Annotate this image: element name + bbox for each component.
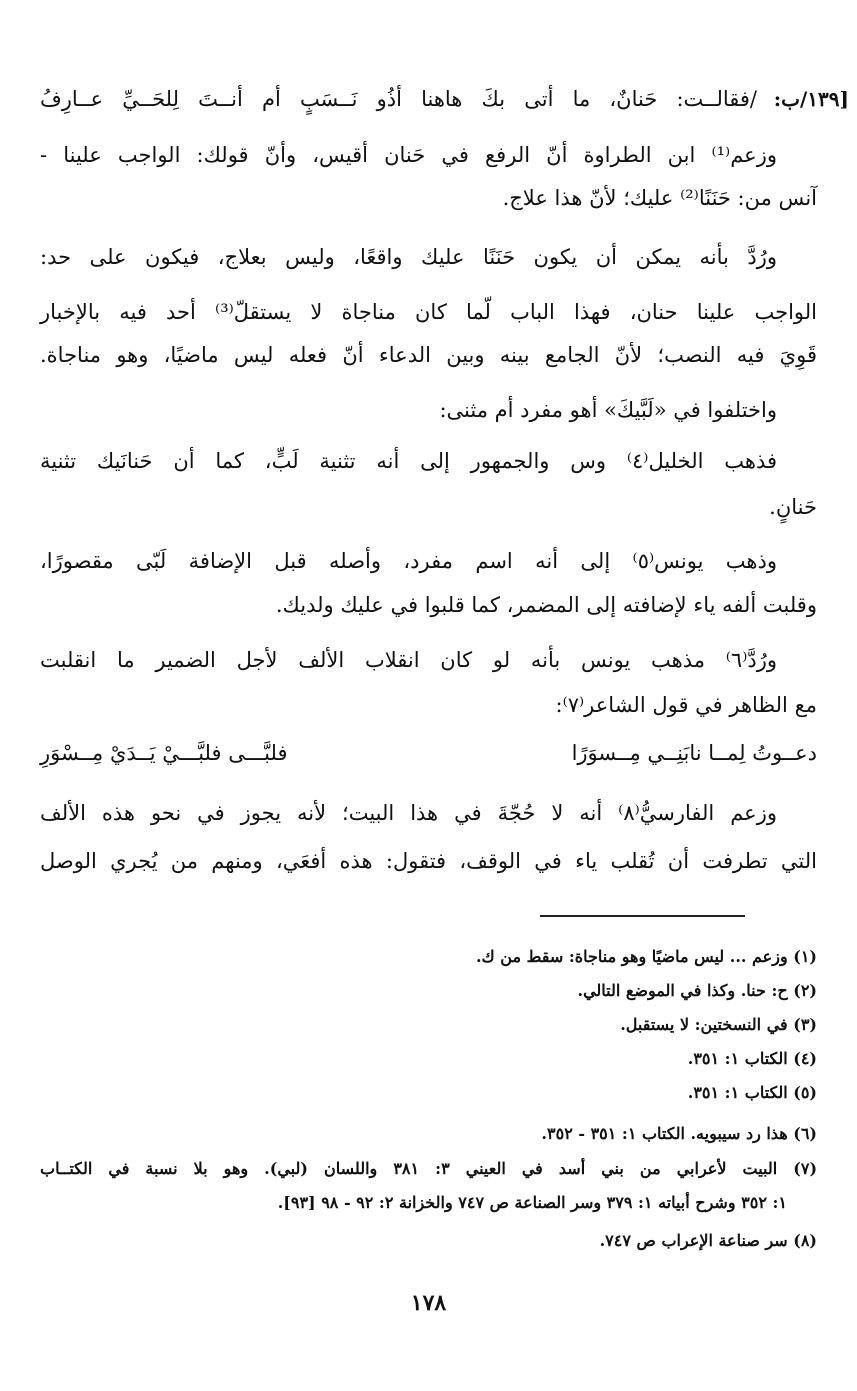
body-line: ورُدَّ⁽٦⁾ مذهب يونس بأنه لو كان انقلاب الألف لأجل الضمير ما انقلبت — [40, 648, 777, 672]
body-line: الواجب علينا حنان، فهذا الباب لّما كان مناجاة لا يستقلّ⁽³⁾ أحد فيه بالإخبار — [40, 300, 818, 324]
body-line: وذهب يونس⁽٥⁾ إلى أنه اسم مفرد، وأصله قبل الإضافة لَبّى مقصورًا، — [40, 549, 777, 573]
folio-marker: :١٣٩/ب] — [773, 87, 849, 111]
body-line: حَنانٍ. — [769, 495, 817, 519]
footnote: (٣) في النسختين: لا يستقبل. — [620, 1015, 817, 1034]
footnote: (٢) ح: حنا. وكذا في الموضع التالي. — [577, 981, 817, 1000]
body-line: مع الظاهر في قول الشاعر⁽٧⁾: — [555, 693, 817, 717]
header-verse-line: /فقالــت: حَنانٌ، ما أتى بكَ هاهنا أذُو نَــسَبٍ أم أنــتَ لِلحَــيِّ عــارِفُ — [40, 87, 757, 111]
body-line: وزعم الفارسيُّ⁽٨⁾ أنه لا حُجّةَ في هذا البيت؛ لأنه يجوز في نحو هذه الألف — [40, 801, 777, 825]
body-line: وقلبت ألفه ياء لإضافته إلى المضمر، كما قلبوا في عليك ولديك. — [275, 593, 817, 617]
body-line: آنس من: حَنَنًا⁽²⁾ عليك؛ لأنّ هذا علاج. — [502, 186, 817, 210]
body-line: التي تطرفت أن تُقلب ياء في الوقف، فتقول: هذه أفعَي، ومنهم من يُجري الوصل — [40, 849, 817, 873]
page-number: ١٧٨ — [410, 1290, 447, 1316]
body-line: واختلفوا في «لَبَّيكَ» أهو مفرد أم مثنى: — [439, 398, 777, 422]
footnote: (٨) سر صناعة الإعراب ص ٧٤٧. — [599, 1231, 817, 1250]
body-line: قَوِيَ فيه النصب؛ لأنّ الجامع بينه وبين الدعاء أنّ فعله ليس ماضيًا، وهو مناجاة. — [40, 343, 817, 367]
verse-hemistich-1: دعــوتُ لِمــا نابَنِــي مِــسوَرًا — [571, 741, 817, 765]
body-line: ورُدَّ بأنه يمكن أن يكون حَنَنًا عليك واقعًا، وليس بعلاج، فيكون على حد: — [40, 245, 777, 269]
footnote-separator — [540, 915, 745, 917]
body-line: فذهب الخليل⁽٤⁾ وس والجمهور إلى أنه تثنية لَبٍّ، كما أن حَنانَيك تثنية — [40, 449, 777, 473]
footnote: (١) وزعم ... ليس ماضيًا وهو مناجاة: سقط من ك. — [475, 947, 817, 966]
verse-hemistich-2: فلبَّـــى فلبَّـــيْ يَــدَيْ مِــسْوَرِ — [40, 741, 288, 765]
footnote: (٥) الكتاب ١: ٣٥١. — [687, 1083, 817, 1102]
footnote: (٧) البيت لأعرابي من بني أسد في العيني ٣: ٣٨١ واللسان (لبي). وهو بلا نسبة في الكتــاب — [40, 1159, 818, 1178]
body-line: وزعم⁽¹⁾ ابن الطراوة أنّ الرفع في حَنان أقيس، وأنّ قولك: الواجب علينا - — [40, 143, 777, 167]
footnote: (٤) الكتاب ١: ٣٥١. — [687, 1049, 817, 1068]
footnote-continuation: ١: ٣٥٢ وشرح أبياته ١: ٣٧٩ وسر الصناعة ص ٧٤٧ والخزانة ٢: ٩٢ - ٩٨ [٩٣]. — [277, 1193, 787, 1212]
footnote: (٦) هذا رد سيبويه. الكتاب ١: ٣٥١ - ٣٥٢. — [541, 1124, 817, 1143]
verse-line — [40, 738, 817, 768]
